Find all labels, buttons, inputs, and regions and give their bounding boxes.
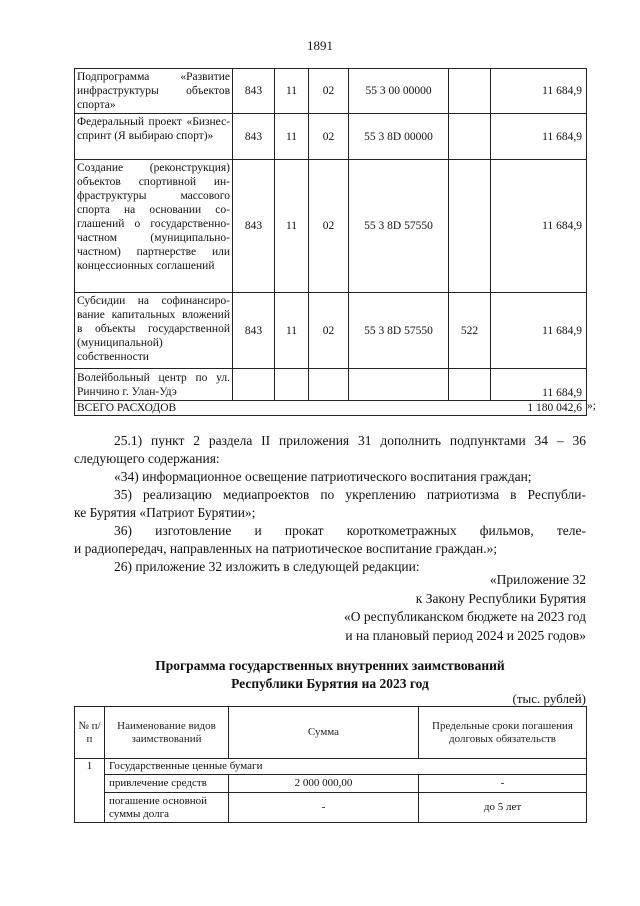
subsection-code — [309, 369, 349, 401]
total-label: ВСЕГО РАСХОДОВ — [75, 401, 491, 416]
row-deadline: - — [419, 775, 587, 793]
target-code: 55 3 8D 00000 — [349, 114, 449, 160]
table-row — [75, 293, 587, 369]
table-row — [75, 69, 587, 114]
amendment-text — [74, 432, 586, 576]
row-name: погашение основной суммы долга — [105, 793, 229, 823]
ministry-code — [233, 369, 275, 401]
section-code: 11 — [275, 69, 309, 114]
total-amount: 1 180 042,6 — [491, 401, 587, 416]
total-row — [75, 401, 587, 416]
amount: 11 684,9 — [491, 293, 587, 369]
section-code: 11 — [275, 293, 309, 369]
header-row — [75, 707, 587, 759]
ministry-code: 843 — [233, 69, 275, 114]
appendix-header-line: «Приложение 32 — [489, 572, 586, 587]
table-row — [75, 369, 587, 401]
appendix-header-line: к Закону Республики Бурятия — [415, 590, 586, 606]
paragraph-25-1-line: следующего содержания: — [74, 451, 220, 466]
expense-type-code — [449, 69, 491, 114]
section-name: Государственные ценные бумаги — [105, 759, 587, 775]
amount: 11 684,9 — [491, 114, 587, 160]
units-label: (тыс. рублей) — [512, 691, 586, 706]
expenditure-table — [74, 68, 587, 416]
ministry-code: 843 — [233, 293, 275, 369]
header-name: Наименование видов заимствований — [105, 707, 229, 759]
amount: 11 684,9 — [491, 369, 587, 401]
paragraph-25-1-line: 25.1) пункт 2 раздела II приложения 31 дополнить подпунктами 34 – 36 — [114, 433, 586, 448]
amount: 11 684,9 — [491, 69, 587, 114]
program-title — [74, 657, 586, 693]
paragraph-26: 26) приложение 32 изложить в следующей редакции: — [114, 559, 420, 574]
closing-quote: »; — [587, 400, 596, 412]
section-code: 11 — [275, 160, 309, 293]
target-code — [349, 369, 449, 401]
borrowing-table — [74, 706, 587, 823]
paragraph-36-line: 36) изготовление и прокат короткометражных фильмов, теле- — [114, 523, 586, 538]
row-name: Волейбольный центр по ул. Ринчино г. Улан-Удэ — [75, 369, 233, 401]
paragraph-36-line: и радиопередач, направленных на патриотическое воспитание граждан.»; — [74, 541, 498, 556]
program-title-line: Республики Бурятия на 2023 год — [231, 676, 429, 691]
header-sum: Сумма — [229, 707, 419, 759]
target-code: 55 3 8D 57550 — [349, 160, 449, 293]
row-deadline: до 5 лет — [419, 793, 587, 823]
expense-type-code: 522 — [449, 293, 491, 369]
appendix-header-line: и на плановый период 2024 и 2025 годов» — [345, 627, 586, 643]
paragraph-35-line: ке Бурятия «Патриот Бурятии»; — [74, 505, 256, 520]
amount: 11 684,9 — [491, 160, 587, 293]
row-sum: 2 000 000,00 — [229, 775, 419, 793]
appendix-header-line: «О республиканском бюджете на 2023 год — [343, 609, 586, 624]
ministry-code: 843 — [233, 160, 275, 293]
paragraph-34: «34) информационное освещение патриотического воспитания граждан; — [114, 469, 532, 484]
program-title-line: Программа государственных внутренних заимствований — [155, 658, 505, 673]
expense-type-code — [449, 369, 491, 401]
header-num: № п/п — [75, 707, 105, 759]
table-row — [75, 793, 587, 823]
table-row — [75, 160, 587, 293]
table-row — [75, 114, 587, 160]
row-name: Федеральный проект «Бизнес-спринт (Я выбираю спорт)» — [75, 114, 233, 160]
subsection-code: 02 — [309, 293, 349, 369]
target-code: 55 3 00 00000 — [349, 69, 449, 114]
subsection-code: 02 — [309, 69, 349, 114]
paragraph-35-line: 35) реализацию медиапроектов по укреплению патриотизма в Республи- — [114, 487, 586, 502]
section-row — [75, 759, 587, 775]
subsection-code: 02 — [309, 114, 349, 160]
row-name: Субсидии на софинансирование капитальных вложений в объекты государственной (муниципальной) собственности — [75, 293, 233, 369]
header-deadline: Предельные сроки погашения долговых обязательств — [419, 707, 587, 759]
row-name: Создание (реконструкция) объектов спортивной инфраструктуры массового спорта на основании соглашений о государственно-частном (муниципально-частном) партнерстве или концессионных соглашений — [75, 160, 233, 293]
section-code: 11 — [275, 114, 309, 160]
section-number: 1 — [75, 759, 105, 823]
row-sum: - — [229, 793, 419, 823]
row-name: Подпрограмма «Развитие инфраструктуры объектов спорта» — [75, 69, 233, 114]
subsection-code: 02 — [309, 160, 349, 293]
ministry-code: 843 — [233, 114, 275, 160]
row-name: привлечение средств — [105, 775, 229, 793]
table-row — [75, 775, 587, 793]
expense-type-code — [449, 160, 491, 293]
target-code: 55 3 8D 57550 — [349, 293, 449, 369]
expense-type-code — [449, 114, 491, 160]
page-number: 1891 — [307, 38, 333, 53]
section-code — [275, 369, 309, 401]
appendix-header — [344, 571, 586, 645]
